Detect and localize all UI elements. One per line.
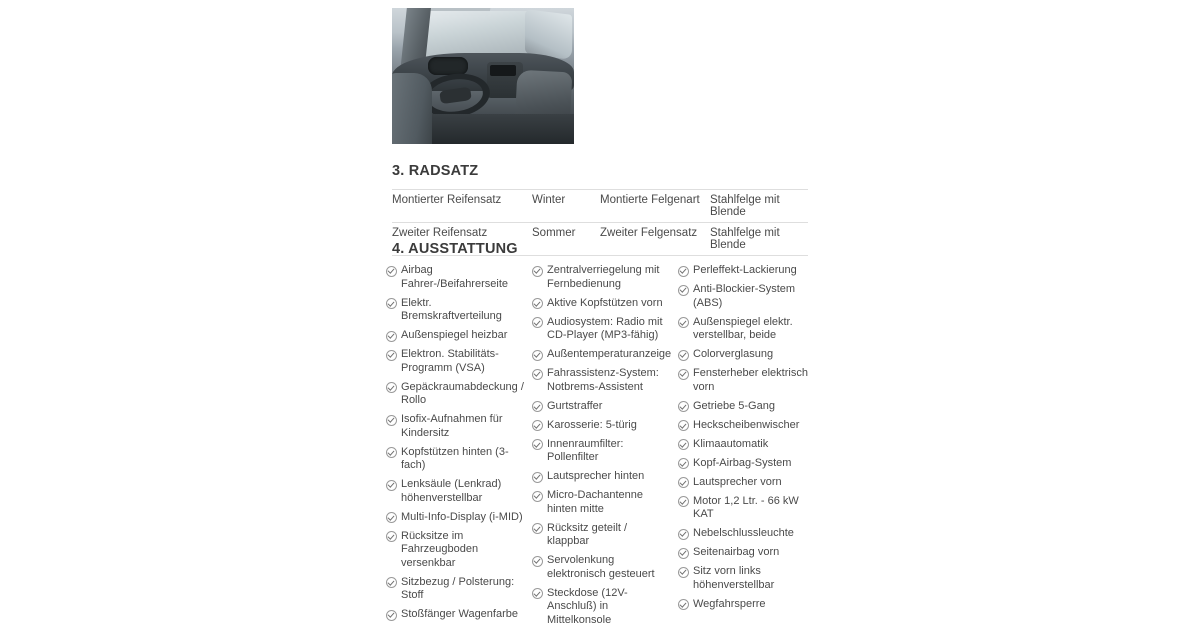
check-circle-icon	[386, 382, 397, 393]
feature-label: Rücksitze im Fahrzeugboden versenkbar	[401, 530, 524, 571]
feature-item	[678, 565, 816, 592]
check-circle-icon	[532, 523, 543, 534]
feature-item	[678, 264, 816, 278]
feature-item	[386, 446, 524, 473]
feature-label: Rücksitz geteilt / klappbar	[547, 522, 670, 549]
check-circle-icon	[678, 458, 689, 469]
feature-item	[386, 297, 524, 324]
feature-item	[532, 367, 670, 394]
check-circle-icon	[678, 266, 689, 277]
feature-label: Micro-Dachantenne hinten mitte	[547, 489, 670, 516]
feature-label: Airbag Fahrer-/Beifahrerseite	[401, 264, 524, 291]
check-circle-icon	[532, 556, 543, 567]
check-circle-icon	[678, 529, 689, 540]
feature-label: Elektr. Bremskraftverteilung	[401, 297, 524, 324]
feature-item	[386, 413, 524, 440]
photo-canvas	[392, 8, 574, 144]
feature-label: Außenspiegel heizbar	[401, 329, 507, 343]
check-circle-icon	[678, 350, 689, 361]
check-circle-icon	[532, 491, 543, 502]
check-circle-icon	[386, 266, 397, 277]
section-title-radsatz: 3. RADSATZ	[392, 163, 478, 179]
check-circle-icon	[532, 420, 543, 431]
check-circle-icon	[532, 298, 543, 309]
feature-label: Wegfahrsperre	[693, 598, 766, 612]
feature-item	[532, 587, 670, 627]
check-circle-icon	[532, 472, 543, 483]
feature-label: Nebelschlussleuchte	[693, 527, 794, 541]
feature-item	[386, 381, 524, 408]
photo-instrument-cluster	[428, 57, 468, 75]
feature-item	[678, 546, 816, 560]
feature-item	[532, 348, 670, 362]
feature-item	[678, 419, 816, 433]
check-circle-icon	[386, 447, 397, 458]
feature-label: Karosserie: 5-türig	[547, 419, 637, 433]
feature-item	[678, 438, 816, 452]
check-circle-icon	[532, 401, 543, 412]
check-circle-icon	[386, 512, 397, 523]
feature-label: Servolenkung elektronisch gesteuert	[547, 554, 670, 581]
feature-item	[532, 316, 670, 343]
zweiter-felgensatz-value: Stahlfelge mit Blende	[710, 223, 808, 256]
feature-label: Seitenairbag vorn	[693, 546, 779, 560]
feature-label: Isofix-Aufnahmen für Kindersitz	[401, 413, 524, 440]
feature-label: Klimaautomatik	[693, 438, 768, 452]
feature-label: Lautsprecher hinten	[547, 470, 644, 484]
check-circle-icon	[678, 567, 689, 578]
feature-label: Gurtstraffer	[547, 400, 602, 414]
feature-item	[678, 476, 816, 490]
check-circle-icon	[678, 420, 689, 431]
check-circle-icon	[678, 401, 689, 412]
feature-label: Kopf-Airbag-System	[693, 457, 791, 471]
check-circle-icon	[678, 496, 689, 507]
feature-item	[678, 348, 816, 362]
feature-item	[386, 329, 524, 343]
feature-item	[532, 470, 670, 484]
check-circle-icon	[678, 548, 689, 559]
feature-item	[532, 489, 670, 516]
photo-door-panel	[392, 73, 432, 144]
feature-label: Colorverglasung	[693, 348, 773, 362]
feature-label: Multi-Info-Display (i-MID)	[401, 511, 523, 525]
check-circle-icon	[532, 350, 543, 361]
feature-label: Aktive Kopfstützen vorn	[547, 297, 663, 311]
feature-label: Innenraumfilter: Pollenfilter	[547, 438, 670, 465]
table-row	[392, 190, 808, 223]
feature-label: Lautsprecher vorn	[693, 476, 782, 490]
check-circle-icon	[386, 331, 397, 342]
check-circle-icon	[386, 531, 397, 542]
check-circle-icon	[678, 439, 689, 450]
feature-label: Sitzbezug / Polsterung: Stoff	[401, 576, 524, 603]
feature-item	[678, 367, 816, 394]
check-circle-icon	[678, 317, 689, 328]
feature-label: Zentralverriegelung mit Fernbedienung	[547, 264, 670, 291]
vehicle-interior-photo	[392, 8, 574, 144]
check-circle-icon	[678, 477, 689, 488]
feature-item	[386, 511, 524, 525]
check-circle-icon	[386, 350, 397, 361]
feature-label: Lenksäule (Lenkrad) höhenverstellbar	[401, 478, 524, 505]
photo-radio-display	[490, 65, 515, 76]
feature-item	[532, 400, 670, 414]
check-circle-icon	[678, 285, 689, 296]
check-circle-icon	[678, 599, 689, 610]
montierte-felgenart-value: Stahlfelge mit Blende	[710, 190, 808, 223]
feature-item	[386, 576, 524, 603]
feature-label: Heckscheibenwischer	[693, 419, 799, 433]
feature-label: Stoßfänger Wagenfarbe	[401, 608, 518, 622]
check-circle-icon	[386, 577, 397, 588]
feature-item	[532, 554, 670, 581]
feature-label: Sitz vorn links höhenverstellbar	[693, 565, 816, 592]
feature-label: Fensterheber elektrisch vorn	[693, 367, 816, 394]
feature-item	[678, 527, 816, 541]
feature-label: Gepäckraumabdeckung / Rollo	[401, 381, 524, 408]
feature-item	[532, 297, 670, 311]
feature-label: Getriebe 5-Gang	[693, 400, 775, 414]
feature-item	[386, 348, 524, 375]
check-circle-icon	[532, 439, 543, 450]
check-circle-icon	[386, 610, 397, 621]
zweiter-reifensatz-label: Zweiter Reifensatz	[392, 223, 532, 256]
feature-label: Außenspiegel elektr. verstellbar, beide	[693, 316, 816, 343]
montierter-reifensatz-label: Montierter Reifensatz	[392, 190, 532, 223]
check-circle-icon	[678, 369, 689, 380]
feature-label: Fahrassistenz-System: Notbrems-Assistent	[547, 367, 670, 394]
feature-label: Audiosystem: Radio mit CD-Player (MP3-fähig)	[547, 316, 670, 343]
check-circle-icon	[532, 588, 543, 599]
feature-item	[386, 478, 524, 505]
feature-item	[532, 264, 670, 291]
montierter-reifensatz-value: Winter	[532, 190, 600, 223]
feature-item	[532, 438, 670, 465]
zweiter-felgensatz-label: Zweiter Felgensatz	[600, 223, 710, 256]
section-title-ausstattung: 4. AUSSTATTUNG	[392, 241, 518, 257]
check-circle-icon	[386, 415, 397, 426]
montierte-felgenart-label: Montierte Felgenart	[600, 190, 710, 223]
feature-label: Motor 1,2 Ltr. - 66 kW KAT	[693, 495, 816, 522]
photo-side-window	[525, 9, 572, 60]
feature-label: Anti-Blockier-System (ABS)	[693, 283, 816, 310]
feature-item	[678, 400, 816, 414]
zweiter-reifensatz-value: Sommer	[532, 223, 600, 256]
feature-label: Elektron. Stabilitäts-Programm (VSA)	[401, 348, 524, 375]
check-circle-icon	[532, 317, 543, 328]
check-circle-icon	[532, 369, 543, 380]
feature-item	[386, 608, 524, 622]
feature-label: Steckdose (12V-Anschluß) in Mittelkonsole	[547, 587, 670, 627]
check-circle-icon	[386, 480, 397, 491]
feature-item	[678, 283, 816, 310]
feature-item	[678, 316, 816, 343]
feature-item	[532, 419, 670, 433]
feature-item	[386, 530, 524, 571]
feature-item	[386, 264, 524, 291]
feature-label: Außentemperaturanzeige	[547, 348, 671, 362]
feature-item	[532, 522, 670, 549]
check-circle-icon	[532, 266, 543, 277]
ausstattung-feature-list	[386, 264, 816, 627]
feature-item	[678, 457, 816, 471]
feature-label: Perleffekt-Lackierung	[693, 264, 797, 278]
feature-item	[678, 495, 816, 522]
feature-label: Kopfstützen hinten (3-fach)	[401, 446, 524, 473]
check-circle-icon	[386, 298, 397, 309]
